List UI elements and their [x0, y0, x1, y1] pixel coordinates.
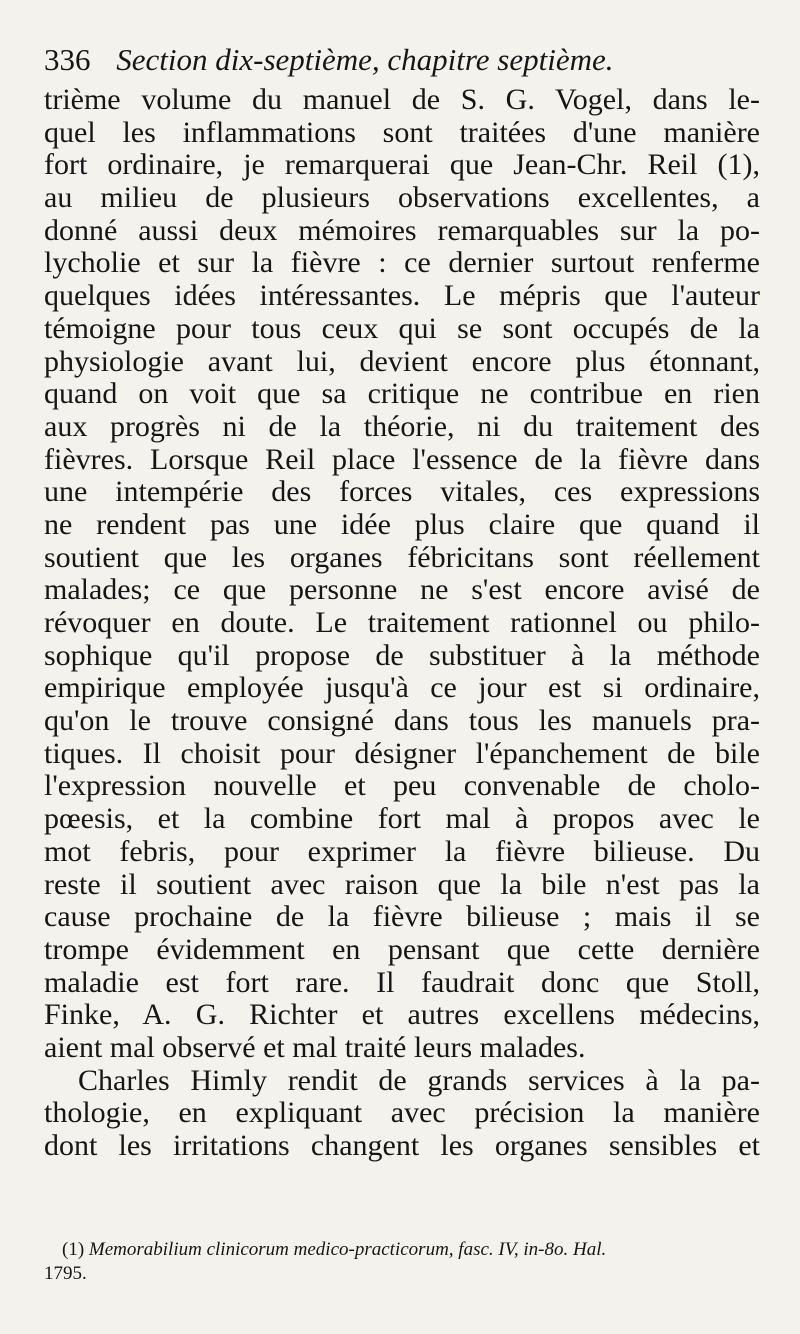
- footnote-text: Memorabilium clinicorum medico-practicorum, fasc. IV, in-8o. Hal.: [88, 1239, 607, 1260]
- text-line: ne rendent pas une idée plus claire que quand il: [44, 507, 760, 541]
- page-number: 336: [44, 42, 91, 77]
- footnote: [44, 1238, 764, 1286]
- text-line: pœesis, et la combine fort mal à propos avec le: [44, 802, 760, 836]
- text-line: physiologie avant lui, devient encore plus étonnant,: [44, 344, 760, 378]
- text-line: soutient que les organes fébricitans sont réellement: [44, 540, 760, 574]
- text-line: fièvres. Lorsque Reil place l'essence de la fièvre dans: [44, 442, 760, 476]
- text-line: qu'on le trouve consigné dans tous les manuels pra-: [44, 704, 760, 738]
- body-text: [44, 84, 760, 1163]
- text-line: fort ordinaire, je remarquerai que Jean-Chr. Reil (1),: [44, 148, 760, 182]
- footnote-line: [44, 1262, 764, 1286]
- footnote-marker: (1): [62, 1239, 85, 1260]
- text-line: Finke, A. G. Richter et autres excellens médecins,: [44, 998, 760, 1032]
- text-line: thologie, en expliquant avec précision la manière: [44, 1096, 760, 1130]
- text-line: tiques. Il choisit pour désigner l'épanchement de bile: [44, 736, 760, 770]
- text-line: aient mal observé et mal traité leurs malades.: [44, 1030, 586, 1064]
- text-line: malades; ce que personne ne s'est encore avisé de: [44, 573, 760, 607]
- footnote-text-continued: 1795.: [44, 1263, 87, 1284]
- text-line: cause prochaine de la fièvre bilieuse ; mais il se: [44, 900, 760, 934]
- text-line: quel les inflammations sont traitées d'une manière: [44, 115, 760, 149]
- text-line: mot febris, pour exprimer la fièvre bilieuse. Du: [44, 834, 760, 868]
- footnote-line: [44, 1238, 764, 1262]
- text-line: aux progrès ni de la théorie, ni du traitement des: [44, 409, 760, 443]
- text-line: l'expression nouvelle et peu convenable de cholo-: [44, 769, 760, 803]
- text-line: au milieu de plusieurs observations excellentes, a: [44, 181, 760, 215]
- text-line: reste il soutient avec raison que la bile n'est pas la: [44, 867, 760, 901]
- text-line: témoigne pour tous ceux qui se sont occupés de la: [44, 311, 760, 345]
- text-line: une intempérie des forces vitales, ces expressions: [44, 475, 760, 509]
- text-line: empirique employée jusqu'à ce jour est si ordinaire,: [44, 671, 760, 705]
- running-title: Section dix-septième, chapitre septième.: [116, 42, 614, 77]
- text-line: lycholie et sur la fièvre : ce dernier surtout renferme: [44, 246, 760, 280]
- text-line: maladie est fort rare. Il faudrait donc que Stoll,: [44, 965, 760, 999]
- text-line: quelques idées intéressantes. Le mépris que l'auteur: [44, 279, 760, 313]
- running-header: [44, 40, 760, 80]
- text-line: trième volume du manuel de S. G. Vogel, dans le-: [44, 83, 760, 116]
- text-line: Charles Himly rendit de grands services à la pa-: [78, 1063, 760, 1097]
- text-line: révoquer en doute. Le traitement rationnel ou philo-: [44, 606, 760, 639]
- text-line: quand on voit que sa critique ne contribue en rien: [44, 377, 760, 411]
- text-line: dont les irritations changent les organes sensibles et: [44, 1129, 760, 1162]
- text-line: trompe évidemment en pensant que cette dernière: [44, 932, 760, 966]
- text-line: donné aussi deux mémoires remarquables sur la po-: [44, 213, 760, 247]
- text-line: sophique qu'il propose de substituer à la méthode: [44, 638, 760, 672]
